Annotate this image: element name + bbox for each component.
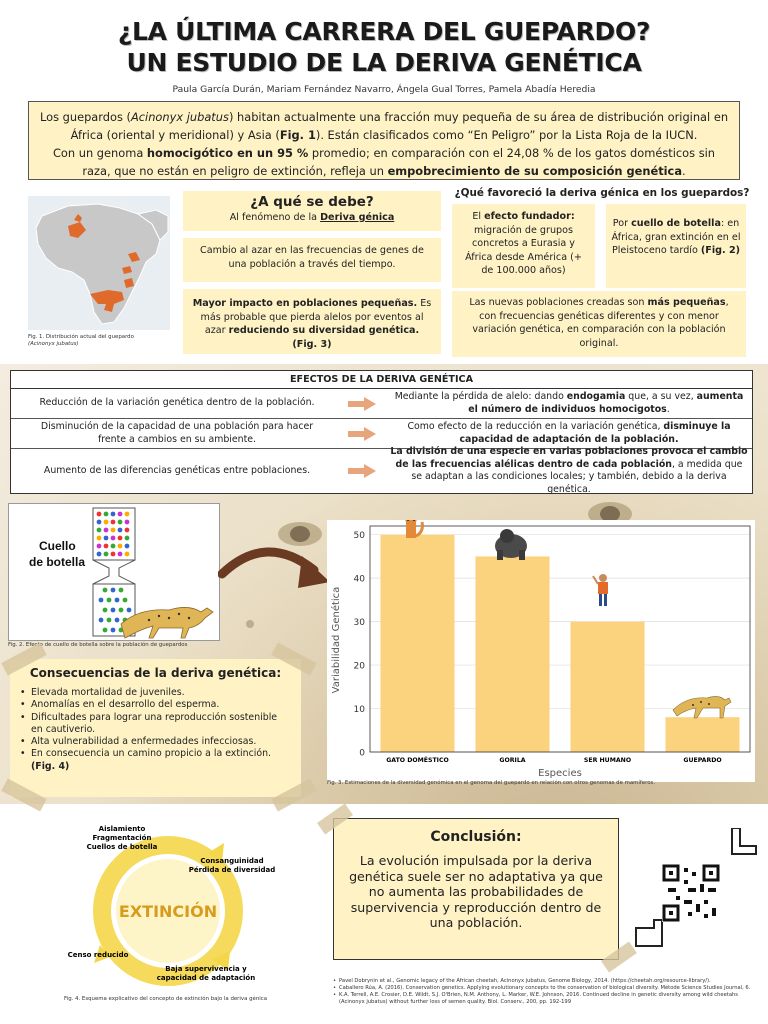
chart-bars (380, 535, 739, 752)
y-tick-label: 40 (353, 574, 365, 585)
bottleneck-bold: cuello de botella (631, 218, 721, 229)
impact-bold: reduciendo su diversidad genética. (Fig. 3) (228, 325, 420, 350)
arrow-right-icon (348, 427, 376, 441)
result-bold: La división de una especie en varias poblaciones provoca el cambio de las frecuencias alélicas dentro de cada población (390, 446, 748, 470)
new-pop-bold: más pequeñas (647, 297, 726, 308)
extinction-cycle-diagram (58, 817, 288, 997)
human-icon (593, 574, 608, 606)
species-name: Acinonyx jubatus (130, 110, 229, 124)
effect-result (385, 446, 753, 495)
table-row (11, 389, 752, 419)
list-item: • Elevada mortalidad de juveniles. (20, 687, 291, 699)
africa-map (28, 196, 170, 330)
consequences-list (20, 687, 291, 773)
curved-arrow-icon (218, 540, 338, 600)
why-heading-box (183, 191, 441, 231)
y-tick-label: 0 (359, 748, 365, 759)
bar (570, 622, 644, 752)
intro-text: Los guepardos ( (39, 110, 131, 124)
cycle-label: Baja supervivencia y (165, 965, 247, 973)
y-tick-label: 50 (353, 531, 365, 542)
bottleneck-label-2: de botella (29, 555, 86, 569)
bar-chart (327, 520, 755, 782)
caption-text: (Acinonyx jubatus) (28, 341, 79, 347)
impact-text: Es más probable que pierda alelos por eventos al azar (200, 298, 432, 336)
bottleneck-figure (8, 503, 220, 641)
map-caption (28, 334, 188, 348)
intro-bold: homocigótico en un 95 % (146, 146, 309, 160)
result-text: , a medida que se adaptan a las condiciones locales; y también, debido a la deriva genética. (411, 458, 743, 495)
effect-result (385, 419, 753, 448)
table-row (11, 446, 752, 495)
bottleneck-label-1: Cuello (39, 539, 76, 553)
conclusion-text: La evolución impulsada por la deriva genética suele ser no adaptativa ya que no aumenta las probabilidades de supervivencia y reproducción dentro de una población. (349, 853, 603, 930)
reference-item: • K.A. Terrell, A.E. Crosier, D.E. Wildt, S.J. O'Brien, N.M. Anthony, L. Marker, W.E. Johnson, 2016. Continued decline in genetic diversity among wild cheetahs (Acinonyx jubatus) without further loss of semen quality. Biol. Conserv., 200, pp. 192-199 (333, 992, 758, 1006)
intro-text: Con un genoma (52, 146, 147, 160)
cycle-label: Fragmentación (92, 834, 152, 842)
fig-ref: Fig. 1 (279, 128, 316, 142)
cycle-label: Cuellos de botella (86, 843, 158, 851)
bar (475, 556, 549, 752)
definition-box: Cambio al azar en las frecuencias de genes de una población a través del tiempo. (183, 238, 441, 282)
chart-x-ticks (386, 755, 721, 764)
title-line-1: ¿LA ÚLTIMA CARRERA DEL GUEPARDO? (117, 17, 651, 46)
title-line-2: UN ESTUDIO DE LA DERIVA GENÉTICA (126, 48, 642, 77)
x-tick-label: GUEPARDO (683, 757, 722, 764)
bottleneck-box (606, 204, 746, 288)
authors: Paula García Durán, Mariam Fernández Navarro, Ángela Gual Torres, Pamela Abadía Heredia (172, 84, 596, 95)
cheetah-icon (673, 696, 731, 718)
conclusion-box (333, 818, 619, 960)
references-list (333, 978, 758, 1006)
result-bold: disminuye la capacidad de adaptación de la población. (459, 421, 731, 445)
why-sub (183, 211, 441, 225)
conclusion-heading: Conclusión: (430, 829, 522, 845)
arrow-right-icon (348, 397, 376, 411)
intro-text: ). Están clasificados como “En Peligro” por la Lista Roja de la IUCN. (315, 128, 698, 142)
y-tick-label: 20 (353, 661, 365, 672)
caption-text: Fig. 1. Distribución actual del guepardo (28, 334, 134, 340)
x-tick-label: SER HUMANO (583, 757, 632, 764)
chart-caption: Fig. 3. Estimaciones de la diversidad genómica en el genoma del guepardo en relación con otros genomas de mamíferos. (327, 780, 656, 786)
cycle-label: Censo reducido (67, 951, 129, 959)
list-item: • Anomalías en el desarrollo del esperma. (20, 699, 291, 711)
africa-map-svg (28, 196, 170, 330)
extinction-cycle (58, 817, 288, 997)
intro-text: ) habitan actualmente una fracción muy pequeña de su área de distribución original en África (oriental y meridional) y Asia ( (70, 110, 729, 142)
intro-bold: empobrecimiento de su composición genética (387, 164, 683, 178)
effects-table (10, 370, 753, 494)
effects-heading: EFECTOS DE LA DERIVA GENÉTICA (11, 371, 752, 389)
impact-box (183, 289, 441, 354)
favored-heading: ¿Qué favoreció la deriva génica en los guepardos? (454, 187, 750, 199)
bar (380, 535, 454, 752)
founder-text: migración de grupos concretos a Eurasia y África desde América (+ de 100.000 años) (465, 224, 582, 276)
y-tick-label: 30 (353, 618, 365, 629)
new-pop-text: , con frecuencias genéticas diferentes y con menor variación genética, en comparación con la población original. (472, 297, 729, 349)
qr-code-image (632, 828, 760, 958)
list-item: • Dificultades para lograr una reproducción sostenible en cautiverio. (20, 712, 291, 737)
diversity-chart (327, 520, 755, 782)
cycle-label: capacidad de adaptación (156, 974, 256, 982)
list-item-text: En consecuencia un camino propicio a la extinción. (31, 748, 271, 760)
result-text: que, a su vez, (625, 391, 697, 402)
reference-item: • Caballero Rúa, A. (2016). Conservation genetics. Applying evolutionary concepts to the conservation of biological diversity. Métode Science Studies Journal, 6. (333, 985, 758, 992)
qr-code-area (632, 828, 760, 958)
cycle-center-text: EXTINCIÓN (118, 902, 218, 921)
fig-ref: (Fig. 4) (31, 760, 70, 772)
y-tick-label: 10 (353, 705, 365, 716)
cycle-label: Pérdida de diversidad (188, 866, 276, 874)
result-text: Mediante la pérdida de alelo: dando (394, 391, 567, 402)
table-row (11, 419, 752, 449)
consequences-box (10, 659, 301, 797)
new-populations-box (452, 291, 746, 357)
founder-effect-box (452, 204, 595, 288)
effect-result (385, 389, 753, 418)
bottleneck-illustration (9, 504, 221, 642)
founder-bold: efecto fundador: (484, 211, 575, 222)
intro-text: . (682, 164, 686, 178)
effect-cause: Aumento de las diferencias genéticas entre poblaciones. (43, 464, 311, 476)
impact-bold: Mayor impacto en poblaciones pequeñas. (192, 298, 418, 309)
x-tick-label: GATO DOMÉSTICO (386, 757, 449, 764)
result-bold: endogamia (566, 391, 626, 402)
cycle-caption: Fig. 4. Esquema explicativo del concepto de extinción bajo la deriva génica (64, 996, 268, 1002)
bottleneck-text: Por (612, 218, 632, 229)
list-item (20, 748, 291, 773)
effect-cause: Reducción de la variación genética dentro de la población. (39, 397, 315, 409)
arrow-right-icon (348, 464, 376, 478)
list-item: • Alta vulnerabilidad a enfermedades infecciosas. (20, 736, 291, 748)
intro-box (28, 101, 740, 180)
effect-cause: Disminución de la capacidad de una población para hacer frente a cambios en su ambiente. (40, 421, 314, 445)
y-axis-label: Variabilidad Genética (331, 586, 342, 694)
x-axis-label: Especies (538, 768, 582, 779)
intro-text: promedio; en comparación con el 24,08 % de los gatos domésticos sin raza, que no están en peligro de extinción, refleja un (82, 146, 716, 178)
why-sub-term: Deriva génica (320, 212, 395, 223)
gorilla-icon (495, 529, 527, 560)
chart-y-ticks (354, 531, 366, 758)
bottleneck-fig-ref: (Fig. 2) (700, 245, 741, 256)
cycle-label: Aislamiento (98, 825, 146, 833)
new-pop-text: Las nuevas poblaciones creadas son (469, 297, 648, 308)
bottleneck-caption: Fig. 2. Efecto de cuello de botella sobre la población de guepardos (8, 642, 188, 648)
result-bold: aumenta el número de individuos homocigotos (468, 391, 744, 415)
result-text: Como efecto de la reducción en la variación genética, (407, 421, 664, 432)
why-heading: ¿A qué se debe? (250, 194, 374, 210)
founder-text: El (472, 211, 485, 222)
reference-item: • Pavel Dobrynin et al., Genomic legacy of the African cheetah, Acinonyx jubatus, Genome Biology, 2014. (https://cheetah.org/resource-library/). (333, 978, 758, 985)
bar (665, 717, 739, 752)
consequences-heading: Consecuencias de la deriva genética: (29, 666, 282, 680)
why-sub-text: Al fenómeno de la (229, 212, 321, 223)
result-text: . (666, 403, 670, 415)
cycle-label: Consanguinidad (200, 857, 264, 865)
x-tick-label: GORILA (499, 757, 526, 764)
bottleneck-text: : en África, gran extinción en el Pleistoceno tardío (611, 218, 741, 256)
page-title (0, 16, 768, 78)
